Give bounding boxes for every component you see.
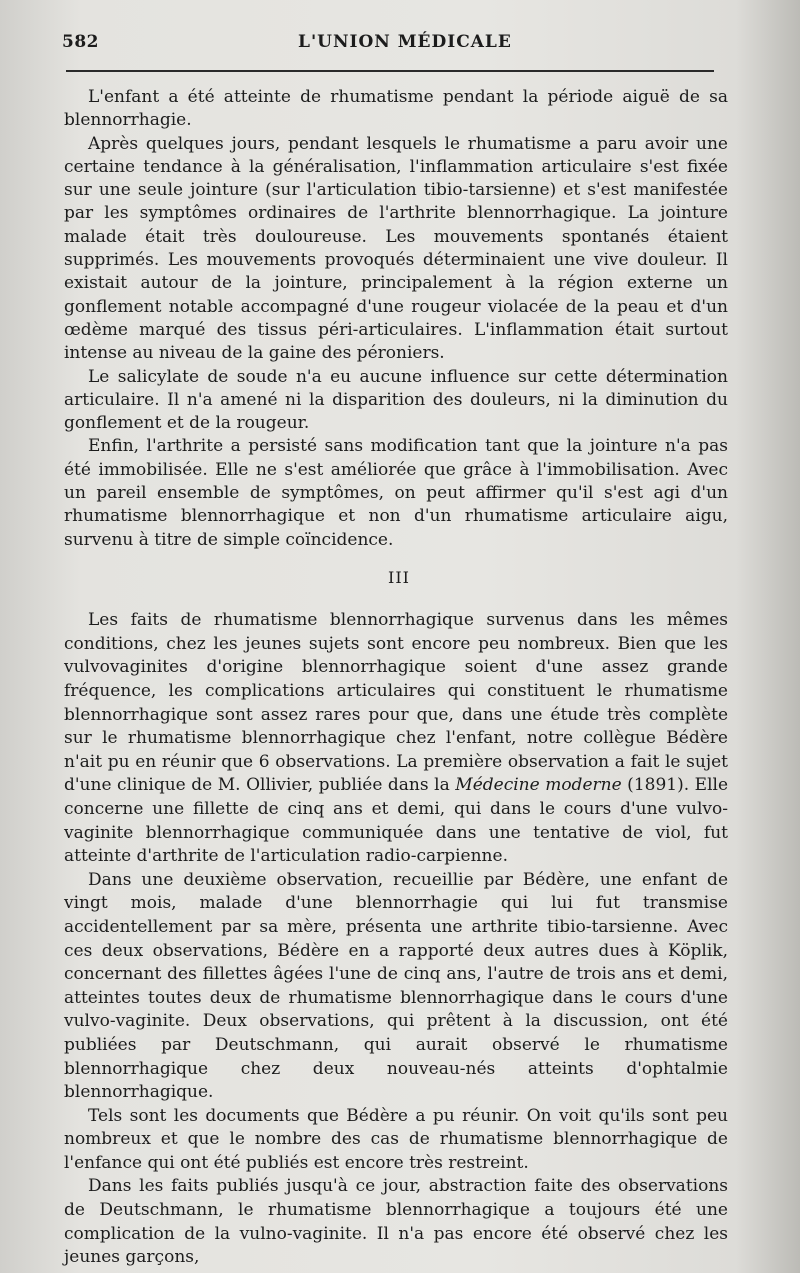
page-header (62, 32, 712, 56)
section-heading: III (388, 567, 410, 587)
page-number: 582 (62, 32, 99, 52)
running-title: L'UNION MÉDICALE (298, 32, 512, 52)
paragraph: Après quelques jours, pendant lesquels le rhumatisme a paru avoir une certaine tendance à la généralisation, l'inflammation articulaire s'est fixée sur une seule jointure (sur l'articulation tibio-tarsienne) et s'est manifestée par les symptômes ordinaires de l'arthrite blennorrhagique. La jointure malade était très douloureuse. Les mouvements spontanés étaient supprimés. Les mouvements provoqués déterminaient une vive douleur. Il existait autour de la jointure, principalement à la région externe un gonflement notable accompagné d'une rougeur violacée de la peau et d'un œdème marqué des tissus péri-articulaires. L'inflammation était surtout intense au niveau de la gaine des péroniers. (64, 133, 728, 364)
paragraph: Dans une deuxième observation, recueillie par Bédère, une enfant de vingt mois, malade d'une blennorrhagie qui lui fut transmise accidentellement par sa mère, présenta une arthrite tibio-tarsienne. Avec ces deux observations, Bédère en a rapporté deux autres dues à Köplik, concernant des fillettes âgées l'une de cinq ans, l'autre de trois ans et demi, atteintes toutes deux de rhumatisme blennorrhagique dans le cours d'une vulvo-vaginite. Deux observations, qui prêtent à la discussion, ont été publiées par Deutschmann, qui aurait observé le rhumatisme blennorrhagique chez deux nouveau-nés atteints d'ophtalmie blennorrhagique. (64, 869, 728, 1103)
journal-title: Médecine moderne (455, 775, 622, 796)
paragraph-text: Les faits de rhumatisme blennorrhagique survenus dans les mêmes conditions, chez les jeunes sujets sont encore peu nombreux. Bien que les vulvovaginites d'origine blennorrhagique soient d'une assez grande fréquence, les complications articulaires qui constituent le rhumatisme blennorrhagique sont assez rares pour que, dans une étude très complète sur le rhumatisme blennorrhagique chez l'enfant, notre collègue Bédère n'ait pu en réunir que 6 observations. La première observation a fait le sujet d'une clinique de M. Ollivier, publiée dans la (64, 610, 728, 796)
header-rule (66, 70, 714, 72)
paragraph-text: (1891). Elle concerne une fillette de cinq ans et demi, qui dans le cours d'une vulvo-vaginite blennorrhagique communiquée dans une tentative de viol, fut atteinte d'arthrite de l'articulation radio-carpienne. (64, 775, 729, 867)
paragraph: Tels sont les documents que Bédère a pu réunir. On voit qu'ils sont peu nombreux et que le nombre des cas de rhumatisme blennorrhagique de l'enfance qui ont été publiés est encore très restreint. (64, 1105, 728, 1173)
paragraph: Dans les faits publiés jusqu'à ce jour, abstraction faite des observations de Deutschmann, le rhumatisme blennorrhagique a toujours été une complication de la vulno-vaginite. Il n'a pas encore été observé chez les jeunes garçons, (64, 1176, 728, 1268)
body-text (64, 86, 728, 1270)
paragraph: L'enfant a été atteinte de rhumatisme pendant la période aiguë de sa blennorrhagie. (64, 87, 728, 131)
paragraph (64, 609, 728, 869)
paragraph: Enfin, l'arthrite a persisté sans modification tant que la jointure n'a pas été immobilisée. Elle ne s'est améliorée que grâce à l'immobilisation. Avec un pareil ensemble de symptômes, on peut affirmer qu'il s'est agi d'un rhumatisme blennorrhagique et non d'un rhumatisme articulaire aigu, survenu à titre de simple coïncidence. (64, 436, 728, 550)
paragraph: Le salicylate de soude n'a eu aucune influence sur cette détermination articulaire. Il n'a amené ni la disparition des douleurs, ni la diminution du gonflement et de la rougeur. (64, 366, 728, 434)
